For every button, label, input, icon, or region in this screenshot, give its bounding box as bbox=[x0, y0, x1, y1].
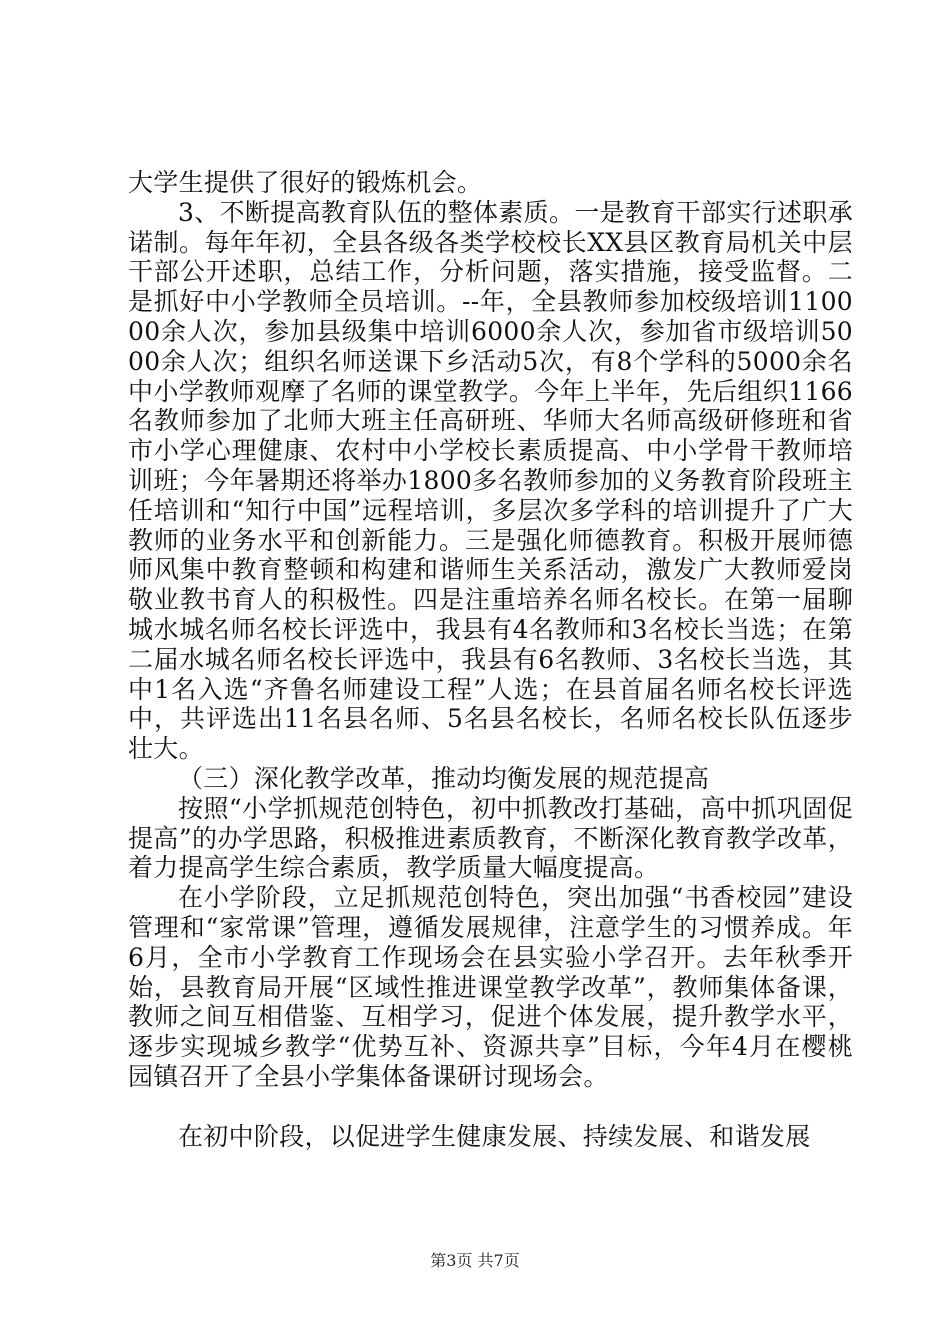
paragraph-middle-school: 在初中阶段，以促进学生健康发展、持续发展、和谐发展 bbox=[178, 1121, 811, 1151]
paragraph-primary-school: 在小学阶段，立足抓规范创特色，突出加强“书香校园”建设管理和“家常课”管理，遵循发展规律，注意学生的习惯养成。年6月，全市小学教育工作现场会在县实验小学召开。去年秋季开始，县教育局开展“区域性推进课堂教学改革”，教师集体备课，教师之间互相借鉴、互相学习，促进个体发展，提升教学水平，逐步实现城乡教学“优势互补、资源共享”目标，今年4月在樱桃园镇召开了全县小学集体备课研讨现场会。 bbox=[128, 883, 853, 1091]
paragraph-teacher-quality: 3、不断提高教育队伍的整体素质。一是教育干部实行述职承诺制。每年年初，全县各级各类学校校长XX县区教育局机关中层干部公开述职，总结工作，分析问题，落实措施，接受监督。二是抓好中小学教师全员培训。--年，全县教师参加校级培训110000余人次，参加县级集中培训6000余人次，参加省市级培训5000余人次；组织名师送课下乡活动5次，有8个学科的5000余名中小学教师观摩了名师的课堂教学。今年上半年，先后组织1166名教师参加了北师大班主任高研班、华师大名师高级研修班和省市小学心理健康、农村中小学校长素质提高、中小学骨干教师培训班；今年暑期还将举办1800多名教师参加的义务教育阶段班主任培训和“知行中国”远程培训，多层次多学科的培训提升了广大教师的业务水平和创新能力。三是强化师德教育。积极开展师德师风集中教育整顿和构建和谐师生关系活动，激发广大教师爱岗敬业教书育人的积极性。四是注重培养名师名校长。在第一届聊城水城名师名校长评选中，我县有4名教师和3名校长当选；在第二届水城名师名校长评选中，我县有6名教师、3名校长当选，其中1名入选“齐鲁名师建设工程”人选；在县首届名师名校长评选中，共评选出11名县名师、5名县名校长，名师名校长队伍逐步壮大。 bbox=[128, 197, 853, 764]
section-heading: （三）深化教学改革，推动均衡发展的规范提高 bbox=[178, 763, 710, 793]
document-body bbox=[128, 168, 853, 1151]
paragraph-gap bbox=[128, 1092, 853, 1122]
page-number-footer: 第3页 共7页 bbox=[430, 1251, 520, 1270]
paragraph-teaching-reform: 按照“小学抓规范创特色，初中抓教改打基础，高中抓巩固促提高”的办学思路，积极推进素质教育，不断深化教育教学改革，着力提高学生综合素质，教学质量大幅度提高。 bbox=[128, 793, 853, 883]
paragraph-continuation: 大学生提供了很好的锻炼机会。 bbox=[128, 168, 483, 197]
